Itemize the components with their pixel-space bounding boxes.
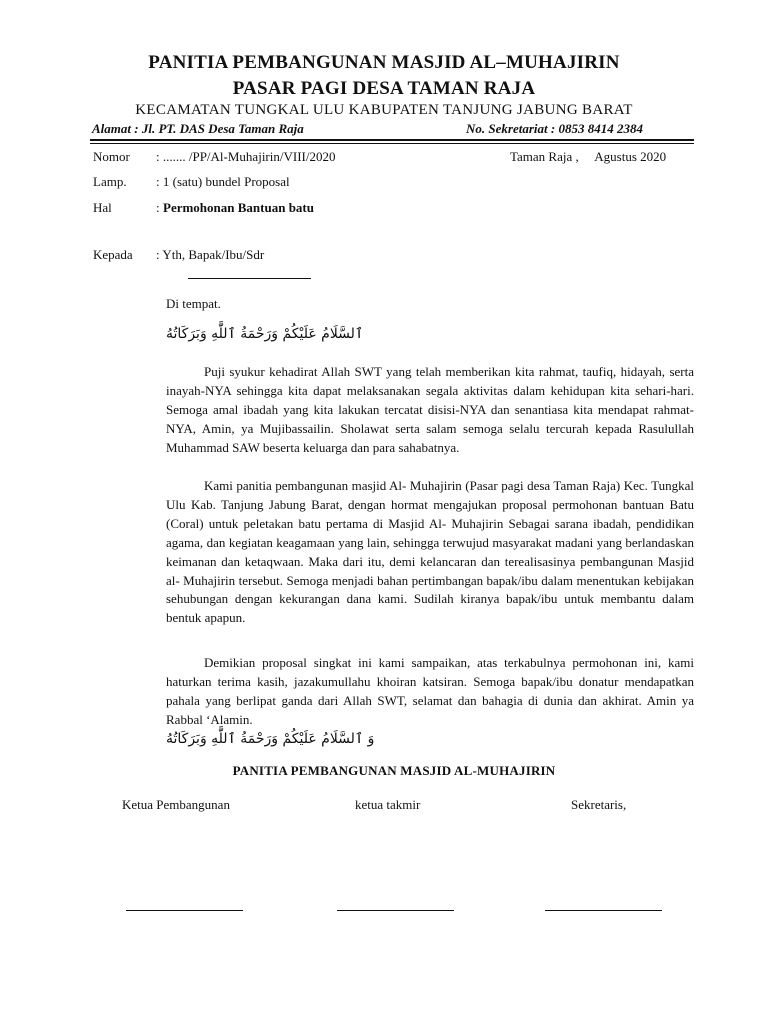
signatory-ketua-pembangunan: Ketua Pembangunan	[122, 797, 230, 812]
letterhead-secretariat: No. Sekretariat : 0853 8414 2384	[466, 121, 643, 136]
kepada-label: Kepada	[93, 247, 133, 262]
letterhead-title: PANITIA PEMBANGUNAN MASJID AL–MUHAJIRIN	[148, 52, 620, 73]
place-date: Taman Raja , Agustus 2020	[510, 149, 667, 164]
signature-line-3	[545, 910, 662, 911]
letterhead-region: KECAMATAN TUNGKAL ULU KABUPATEN TANJUNG JABUNG BARAT	[135, 102, 633, 118]
signature-line-2	[337, 910, 454, 911]
salam-closing: وَ ٱلسَّلَامُ عَلَيْكُمْ وَرَحْمَةُ ٱللَّٰهِ وَبَرَكَاتُهُ	[166, 731, 375, 747]
recipient-blank-line	[188, 278, 311, 279]
paragraph-main: Kami panitia pembangunan masjid Al- Muhajirin (Pasar pagi desa Taman Raja) Kec. Tungkal Ulu Kab. Tanjung Jabung Barat, dengan hormat mengajukan proposal permohonan bantuan Batu (Coral) untuk peletakan batu pertama di Masjid Al- Muhajirin Sebagai sarana ibadah, pendidikan agama, dan kegiatan keagamaan yang lain, sehingga terwujud masyarakat madani yang berlandaskan keimanan dan ketaqwaan. Maka dari itu, demi kelancaran dan terealisasinya pembangunan Masjid al- Muhajirin tersebut. Semoga menjadi bahan pertimbangan bapak/ibu dalam menentukan kebijakan sehubungan dengan kekurangan dana kami. Sudilah kiranya bapak/ibu untuk membantu dalam bentuk apapun.	[166, 478, 694, 626]
paragraph-closing: Demikian proposal singkat ini kami sampaikan, atas terkabulnya permohonan ini, kami haturkan terima kasih, jazakumullahu khoiran katsiran. Semoga bapak/ibu donatur mendapatkan pahala yang berlipat ganda dari Allah SWT, selamat dan bahagia di dunia dan akhirat. Amin ya Rabbal ‘Alamin.	[166, 655, 694, 727]
hal-label: Hal	[93, 200, 112, 215]
nomor-label: Nomor	[93, 149, 130, 164]
salam-opening: ٱلسَّلَامُ عَلَيْكُمْ وَرَحْمَةُ ٱللَّٰهِ وَبَرَكَاتُهُ	[166, 326, 364, 342]
kepada-value: : Yth, Bapak/Ibu/Sdr	[156, 247, 265, 262]
signatory-ketua-takmir: ketua takmir	[355, 797, 421, 812]
hal-colon: :	[156, 200, 160, 215]
nomor-value: : ....... /PP/Al-Muhajirin/VIII/2020	[156, 149, 336, 164]
paragraph-opening: Puji syukur kehadirat Allah SWT yang telah memberikan kita rahmat, taufiq, hidayah, serta inayah-NYA sehingga kita dapat melaksanakan segala aktivitas dalam kehidupan kita sehari-hari. Semoga amal ibadah yang kita lakukan tercatat disisi-NYA dan senantiasa kita mendapat rahmat-NYA, Amin, ya Mujibassailin. Sholawat serta salam semoga selalu tercurah kepada Rasulullah Muhammad SAW beserta keluarga dan para sahabatnya.	[166, 364, 694, 455]
lamp-label: Lamp.	[93, 174, 127, 189]
lamp-value: : 1 (satu) bundel Proposal	[156, 174, 290, 189]
letterhead-rule-thick	[90, 139, 694, 141]
letterhead-rule-thin	[90, 143, 694, 144]
letterhead-subtitle: PASAR PAGI DESA TAMAN RAJA	[232, 78, 536, 99]
committee-signature-title: PANITIA PEMBANGUNAN MASJID AL-MUHAJIRIN	[232, 763, 556, 778]
hal-value: Permohonan Bantuan batu	[163, 200, 314, 215]
letterhead-address: Alamat : Jl. PT. DAS Desa Taman Raja	[92, 121, 304, 136]
di-tempat: Di tempat.	[166, 296, 221, 311]
signatory-sekretaris: Sekretaris,	[571, 797, 627, 812]
signature-line-1	[126, 910, 243, 911]
